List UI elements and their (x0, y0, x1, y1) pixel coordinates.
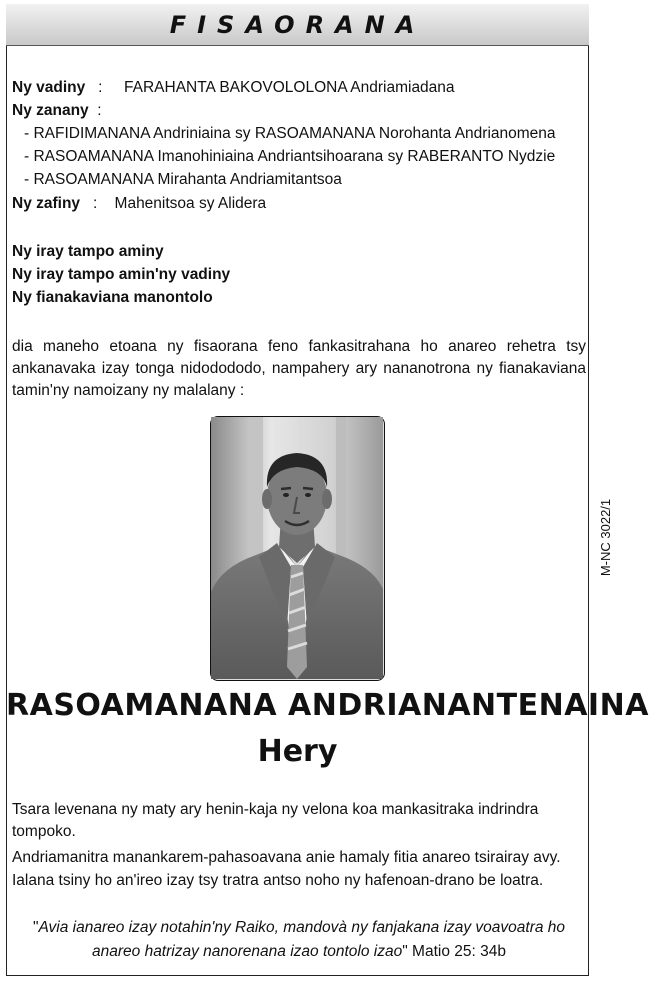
zanany-item: - RASOAMANANA Mirahanta Andriamitantsoa (24, 171, 342, 188)
verse-reference: Matio 25: 34b (412, 943, 506, 960)
deceased-surname: RASOAMANANA ANDRIANANTENAINA (6, 688, 649, 723)
page-title: FISAORANA (169, 11, 426, 39)
closing-line: Tsara levenana ny maty ary henin-kaja ny velona koa mankasitraka indrindra tompoko. (12, 801, 539, 840)
colon-separator: : (84, 195, 111, 212)
deceased-firstname: Hery (257, 734, 338, 769)
bible-verse: "Avia ianareo izay notahin'ny Raiko, mandovà ny fanjakana izay voavoatra ho anareo hatrizay nanorenana izao tontolo izao" Matio 25: 34b (32, 919, 566, 960)
portrait-photo (210, 416, 385, 681)
zanany-label: Ny zanany (12, 102, 89, 119)
vadiny-label: Ny vadiny (12, 79, 86, 96)
vadiny-line (12, 78, 455, 98)
colon-separator: : (92, 102, 102, 119)
relative-line: Ny fianakaviana manontolo (12, 289, 213, 306)
closing-line: Ialana tsiny ho an'ireo izay tsy tratra antso noho ny hafenoan-drano be loatra. (12, 872, 544, 889)
zanany-item: - RASOAMANANA Imanohiniaina Andriantsihoarana sy RABERANTO Nydzie (24, 148, 556, 165)
zafiny-label: Ny zafiny (12, 195, 81, 212)
zafiny-names: Mahenitsoa sy Alidera (114, 195, 267, 212)
vadiny-name: FARAHANTA BAKOVOLOLONA Andriamiadana (124, 79, 455, 96)
thanks-paragraph: dia maneho etoana ny fisaorana feno fankasitrahana ho anareo rehetra tsy ankanavaka izay tonga nidodododo, nampahery ary nananotrona ny fianakaviana tamin'ny namoizany ny malalany : (12, 338, 586, 399)
zanany-line (12, 101, 102, 121)
relative-line: Ny iray tampo aminy (12, 243, 164, 260)
header-bar (6, 4, 589, 46)
zafiny-line (12, 194, 266, 214)
zanany-item: - RAFIDIMANANA Andriniaina sy RASOAMANANA Norohanta Andrianomena (24, 125, 556, 142)
reference-code: M-NC 3022/1 (598, 498, 614, 577)
verse-text: Avia ianareo izay notahin'ny Raiko, mandovà ny fanjakana izay voavoatra ho anareo hatrizay nanorenana izao tontolo izao (38, 919, 566, 960)
colon-separator: : (89, 79, 120, 96)
closing-line: Andriamanitra manankarem-pahasoavana anie hamaly fitia anareo tsirairay avy. (12, 849, 561, 866)
relative-line: Ny iray tampo amin'ny vadiny (12, 266, 231, 283)
portrait-illustration (211, 417, 383, 679)
